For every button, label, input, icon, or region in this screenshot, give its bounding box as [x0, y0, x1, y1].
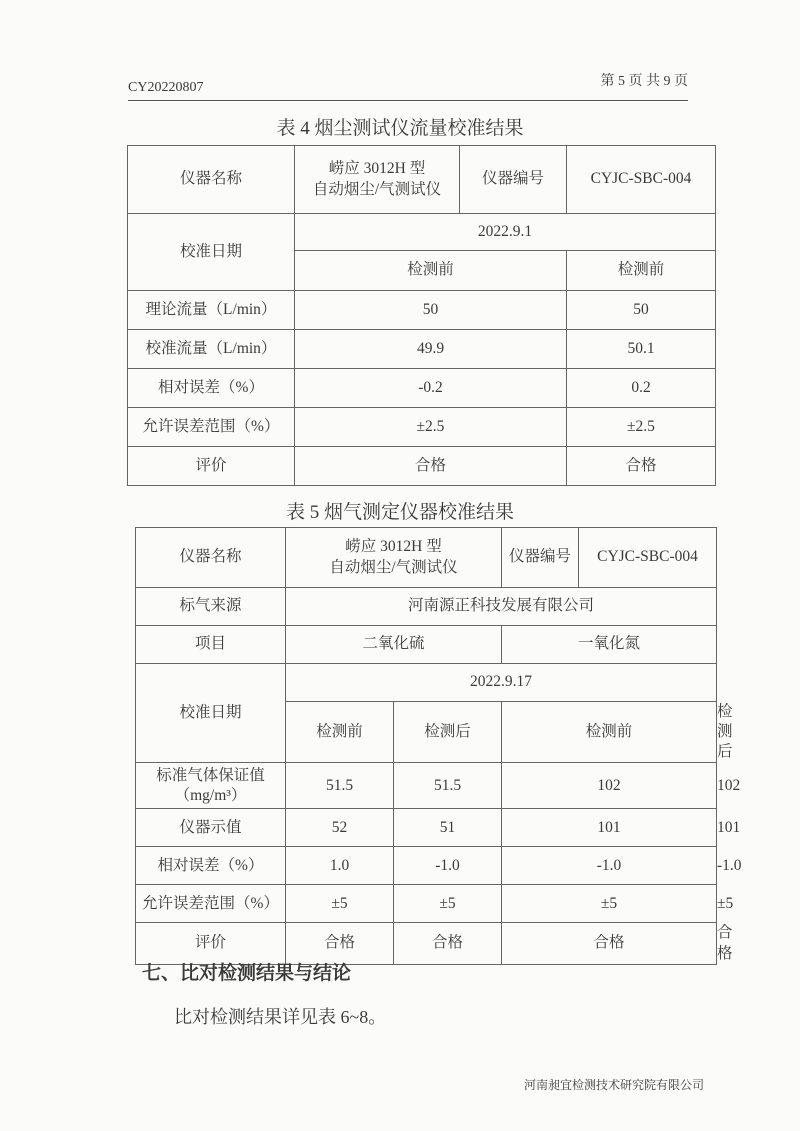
t5-no-label: 仪器编号	[502, 528, 579, 588]
t4-name-label: 仪器名称	[128, 146, 295, 214]
t5-source-label: 标气来源	[136, 588, 286, 626]
t4-date: 2022.9.1	[295, 214, 716, 251]
t5-cell: -1.0	[394, 847, 502, 885]
t4-phase: 检测前	[567, 251, 716, 291]
t5-cell: 51.5	[286, 763, 394, 809]
t5-cell: 合格	[394, 923, 502, 964]
section-heading: 七、比对检测结果与结论	[142, 963, 352, 984]
t4-row-label: 校准流量（L/min）	[128, 330, 295, 369]
t4-cell: 50	[295, 291, 567, 330]
t5-std-label: 标准气体保证值 （mg/m³）	[136, 763, 286, 809]
t5-phase: 检测前	[502, 702, 717, 763]
t5-cell: ±5	[502, 885, 717, 923]
t5-cell: 52	[286, 809, 394, 847]
t4-cell: ±2.5	[295, 408, 567, 447]
t5-cell: 1.0	[286, 847, 394, 885]
t5-cell: 101	[502, 809, 717, 847]
t5-cell: ±5	[286, 885, 394, 923]
t5-source: 河南源正科技发展有限公司	[286, 588, 717, 626]
t4-cell: 49.9	[295, 330, 567, 369]
t5-cell: -1.0	[502, 847, 717, 885]
table4-caption: 表 4 烟尘测试仪流量校准结果	[276, 118, 524, 139]
t5-row-label: 允许误差范围（%）	[136, 885, 286, 923]
t4-row-label: 相对误差（%）	[128, 369, 295, 408]
t5-name-value: 崂应 3012H 型 自动烟尘/气测试仪	[286, 528, 502, 588]
t5-item-label: 项目	[136, 626, 286, 664]
table5-caption: 表 5 烟气测定仪器校准结果	[285, 502, 514, 523]
t5-name-label: 仪器名称	[136, 528, 286, 588]
header-divider	[128, 100, 688, 101]
t4-cell: 50	[567, 291, 716, 330]
t4-cell: 合格	[567, 447, 716, 486]
t5-cell: 51	[394, 809, 502, 847]
t4-no-value: CYJC-SBC-004	[567, 146, 716, 214]
t5-cell: 51.5	[394, 763, 502, 809]
t5-item: 二氧化硫	[286, 626, 502, 664]
page-number: 第 5 页 共 9 页	[600, 74, 688, 89]
t5-date: 2022.9.17	[286, 664, 717, 702]
t5-cell: ±5	[394, 885, 502, 923]
t4-row-label: 允许误差范围（%）	[128, 408, 295, 447]
t4-cell: 50.1	[567, 330, 716, 369]
t5-row-label: 仪器示值	[136, 809, 286, 847]
t4-cell: ±2.5	[567, 408, 716, 447]
t5-cell: 合格	[502, 923, 717, 964]
t4-date-label: 校准日期	[128, 214, 295, 291]
table5-gas-calibration: 仪器名称 崂应 3012H 型 自动烟尘/气测试仪 仪器编号 CYJC-SBC-004 标气来源 河南源正科技发展有限公司 项目 二氧化硫 一氧化氮 校准日期 2022.9.17 检测前 检测后 检测前 检测后 标准气体保证值 （mg/m³） 51.5 51.5 102 102 仪器示值 52 51 101 101 相对误差（%） 1.0 -1.0 -1.0 -1.0 允许误差范围（%） ±5 ±5 ±5 ±5 评价 合格 合格 合格 合格	[135, 527, 717, 965]
t5-cell: 102	[502, 763, 717, 809]
t5-row-label: 相对误差（%）	[136, 847, 286, 885]
document-number: CY20220807	[128, 80, 204, 95]
t5-date-label: 校准日期	[136, 664, 286, 763]
table4-flow-calibration	[127, 145, 716, 486]
t4-phase: 检测前	[295, 251, 567, 291]
t4-cell: -0.2	[295, 369, 567, 408]
t4-no-label: 仪器编号	[460, 146, 567, 214]
t5-item: 一氧化氮	[502, 626, 717, 664]
t4-cell: 合格	[295, 447, 567, 486]
t5-cell: 合格	[286, 923, 394, 964]
footer-company: 河南昶宜检测技术研究院有限公司	[523, 1078, 704, 1092]
t4-name-value: 崂应 3012H 型 自动烟尘/气测试仪	[295, 146, 460, 214]
t5-phase: 检测后	[394, 702, 502, 763]
t5-phase: 检测前	[286, 702, 394, 763]
section-paragraph: 比对检测结果详见表 6~8。	[174, 1007, 387, 1027]
t4-row-label: 评价	[128, 447, 295, 486]
t4-row-label: 理论流量（L/min）	[128, 291, 295, 330]
t5-row-label: 评价	[136, 923, 286, 964]
t5-no-value: CYJC-SBC-004	[579, 528, 717, 588]
t4-cell: 0.2	[567, 369, 716, 408]
